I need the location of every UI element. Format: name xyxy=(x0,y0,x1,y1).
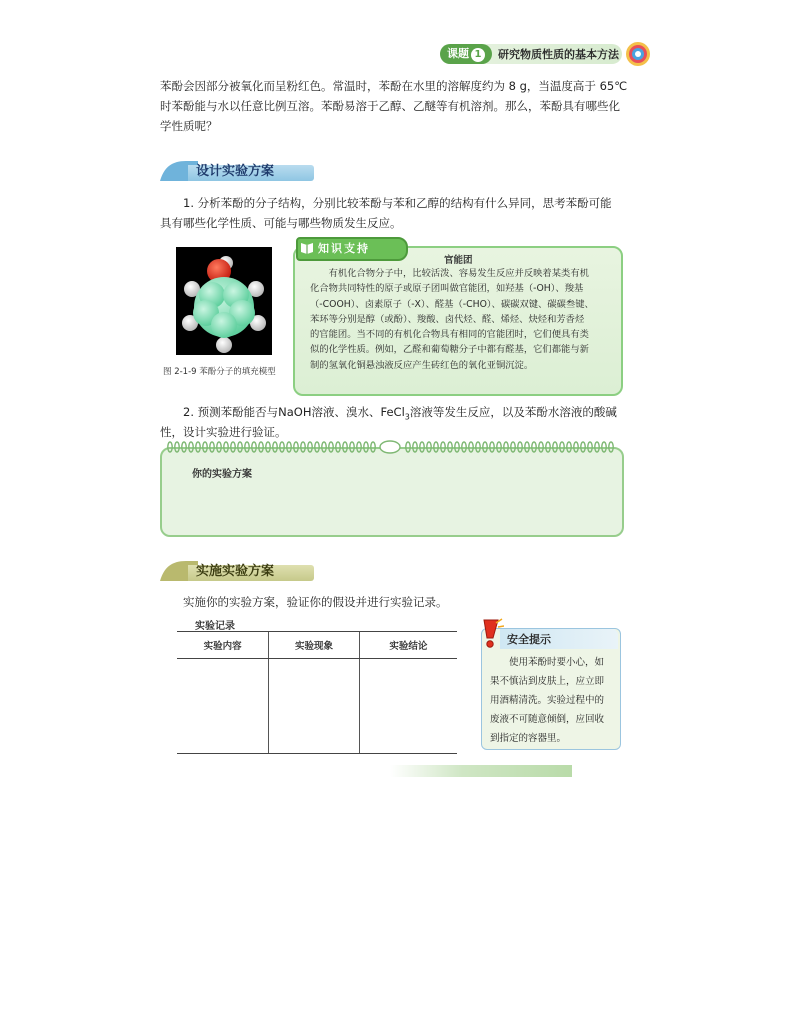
notebook-ring xyxy=(238,442,242,452)
notebook-ring xyxy=(609,442,613,452)
notebook-ring xyxy=(329,442,333,452)
notebook-ring xyxy=(182,442,186,452)
chapter-emblem-icon xyxy=(624,40,652,68)
notebook-ring xyxy=(273,442,277,452)
knowledge-line-6: 似的化学性质。例如，乙醛和葡萄糖分子中都有醛基，它们都能与新 xyxy=(310,344,589,356)
notebook-ring xyxy=(364,442,368,452)
knowledge-line-3: （-COOH）、卤素原子（-X）、醛基（-CHO）、碳碳双键、碳碳叁键、 xyxy=(310,298,594,310)
figure-caption: 图 2-1-9 苯酚分子的填充模型 xyxy=(163,367,276,377)
notebook-ring xyxy=(441,442,445,452)
knowledge-line-4: 苯环等分别是醇（或酚）、羧酸、卤代烃、醛、烯烃、炔烃和芳香烃 xyxy=(310,313,585,325)
safety-title: 安全提示 xyxy=(507,633,551,646)
table-cell-phenomenon[interactable] xyxy=(269,659,359,754)
notebook-ring xyxy=(483,442,487,452)
column-header-content: 实验内容 xyxy=(177,632,269,659)
notebook-ring xyxy=(427,442,431,452)
notebook-ring xyxy=(280,442,284,452)
section-design-plan xyxy=(160,159,320,181)
notebook-ring xyxy=(497,442,501,452)
notebook-rings xyxy=(166,440,614,454)
notebook-ring xyxy=(490,442,494,452)
notebook-ring xyxy=(434,442,438,452)
lesson-badge-number: 1 xyxy=(471,48,485,62)
notebook-ring xyxy=(420,442,424,452)
step2-subscript: 3 xyxy=(404,412,410,422)
notebook-ring xyxy=(469,442,473,452)
implement-text: 实施你的实验方案，验证你的假设并进行实验记录。 xyxy=(183,595,448,609)
notebook-ring xyxy=(231,442,235,452)
safety-line-2: 果不慎沾到皮肤上，应立即 xyxy=(490,676,605,687)
notebook-ring xyxy=(588,442,592,452)
notebook-ring xyxy=(301,442,305,452)
step2-line-2: 性，设计实验进行验证。 xyxy=(160,425,287,439)
phenol-space-filling-model xyxy=(176,247,272,355)
notebook-ring xyxy=(532,442,536,452)
column-header-phenomenon: 实验现象 xyxy=(269,632,359,659)
knowledge-line-7: 制的氢氧化铜悬浊液反应产生砖红色的氧化亚铜沉淀。 xyxy=(310,359,534,371)
header-title: 研究物质性质的基本方法 xyxy=(498,48,619,61)
book-icon xyxy=(300,240,314,254)
safety-line-5: 到指定的容器里。 xyxy=(490,733,567,744)
your-plan-label: 你的实验方案 xyxy=(192,469,252,480)
notebook-ring xyxy=(259,442,263,452)
notebook-ring xyxy=(560,442,564,452)
knowledge-line-1: 有机化合物分子中，比较活泼、容易发生反应并反映着某类有机 xyxy=(328,268,589,279)
notebook-ring xyxy=(315,442,319,452)
section-design-title: 设计实验方案 xyxy=(196,164,275,179)
experiment-record-table xyxy=(177,631,457,754)
notebook-ring xyxy=(252,442,256,452)
notebook-ring xyxy=(455,442,459,452)
footer-decoration xyxy=(390,765,572,777)
notebook-ring xyxy=(602,442,606,452)
step1-line-1: 1. 分析苯酚的分子结构，分别比较苯酚与苯和乙醇的结构有什么异同，思考苯酚可能 xyxy=(183,196,612,210)
notebook-ring xyxy=(518,442,522,452)
notebook-ring xyxy=(336,442,340,452)
lesson-badge xyxy=(440,44,492,64)
phenol-model-figure xyxy=(176,247,272,355)
your-plan-box xyxy=(160,447,624,537)
notebook-ring xyxy=(476,442,480,452)
column-header-conclusion: 实验结论 xyxy=(359,632,457,659)
notebook-ring xyxy=(217,442,221,452)
safety-line-4: 废液不可随意倾倒，应回收 xyxy=(490,714,605,725)
notebook-ring xyxy=(406,442,410,452)
notebook-ring xyxy=(511,442,515,452)
notebook-ring xyxy=(203,442,207,452)
notebook-ring xyxy=(287,442,291,452)
lesson-badge-label: 课题 xyxy=(447,47,469,60)
notebook-ring xyxy=(581,442,585,452)
table-cell-conclusion[interactable] xyxy=(359,659,457,754)
record-title: 实验记录 xyxy=(195,621,235,632)
table-cell-content[interactable] xyxy=(177,659,269,754)
intro-line-3: 学性质呢？ xyxy=(160,119,218,133)
warning-icon xyxy=(478,618,504,648)
knowledge-line-5: 的官能团。当不同的有机化合物具有相同的官能团时，它们便具有类 xyxy=(310,329,589,341)
notebook-ring xyxy=(546,442,550,452)
notebook-ring xyxy=(357,442,361,452)
knowledge-support-label: 知识支持 xyxy=(318,242,370,255)
notebook-ring xyxy=(322,442,326,452)
intro-line-1: 苯酚会因部分被氧化而呈粉红色。常温时，苯酚在水里的溶解度约为 8 g，当温度高于 65℃ xyxy=(160,79,628,93)
notebook-ring xyxy=(574,442,578,452)
notebook-ring xyxy=(567,442,571,452)
notebook-ring xyxy=(210,442,214,452)
table-row xyxy=(177,659,457,754)
notebook-ring xyxy=(189,442,193,452)
notebook-ring xyxy=(168,442,172,452)
step1-line-2: 具有哪些化学性质、可能与哪些物质发生反应。 xyxy=(160,216,402,230)
notebook-ring xyxy=(350,442,354,452)
notebook-ring xyxy=(308,442,312,452)
knowledge-title: 官能团 xyxy=(444,255,473,266)
section-implement-plan xyxy=(160,559,320,581)
safety-body xyxy=(490,653,614,748)
notebook-ring xyxy=(343,442,347,452)
notebook-ring xyxy=(553,442,557,452)
notebook-ring xyxy=(371,442,375,452)
notebook-ring xyxy=(539,442,543,452)
notebook-ring xyxy=(448,442,452,452)
notebook-ring xyxy=(266,442,270,452)
notebook-ring xyxy=(462,442,466,452)
notebook-ring xyxy=(525,442,529,452)
step2-text-b: 溶液等发生反应，以及苯酚水溶液的酸碱 xyxy=(409,405,617,419)
notebook-ring xyxy=(175,442,179,452)
safety-line-1: 使用苯酚时要小心，如 xyxy=(509,657,605,668)
intro-line-2: 时苯酚能与水以任意比例互溶。苯酚易溶于乙醇、乙醚等有机溶剂。那么，苯酚具有哪些化 xyxy=(160,99,620,113)
notebook-ring xyxy=(245,442,249,452)
step2-text-a: 2. 预测苯酚能否与NaOH溶液、溴水、FeCl xyxy=(183,405,405,419)
notebook-ring xyxy=(413,442,417,452)
notebook-ring xyxy=(504,442,508,452)
notebook-ring xyxy=(294,442,298,452)
notebook-ring xyxy=(196,442,200,452)
notebook-ring xyxy=(595,442,599,452)
section-implement-title: 实施实验方案 xyxy=(196,564,275,579)
safety-line-3: 用酒精清洗。实验过程中的 xyxy=(490,695,605,706)
knowledge-body xyxy=(310,266,610,373)
knowledge-line-2: 化合物共同特性的原子或原子团叫做官能团，如羟基（-OH）、羧基 xyxy=(310,283,584,295)
notebook-ring xyxy=(224,442,228,452)
table-header-row xyxy=(177,632,457,659)
